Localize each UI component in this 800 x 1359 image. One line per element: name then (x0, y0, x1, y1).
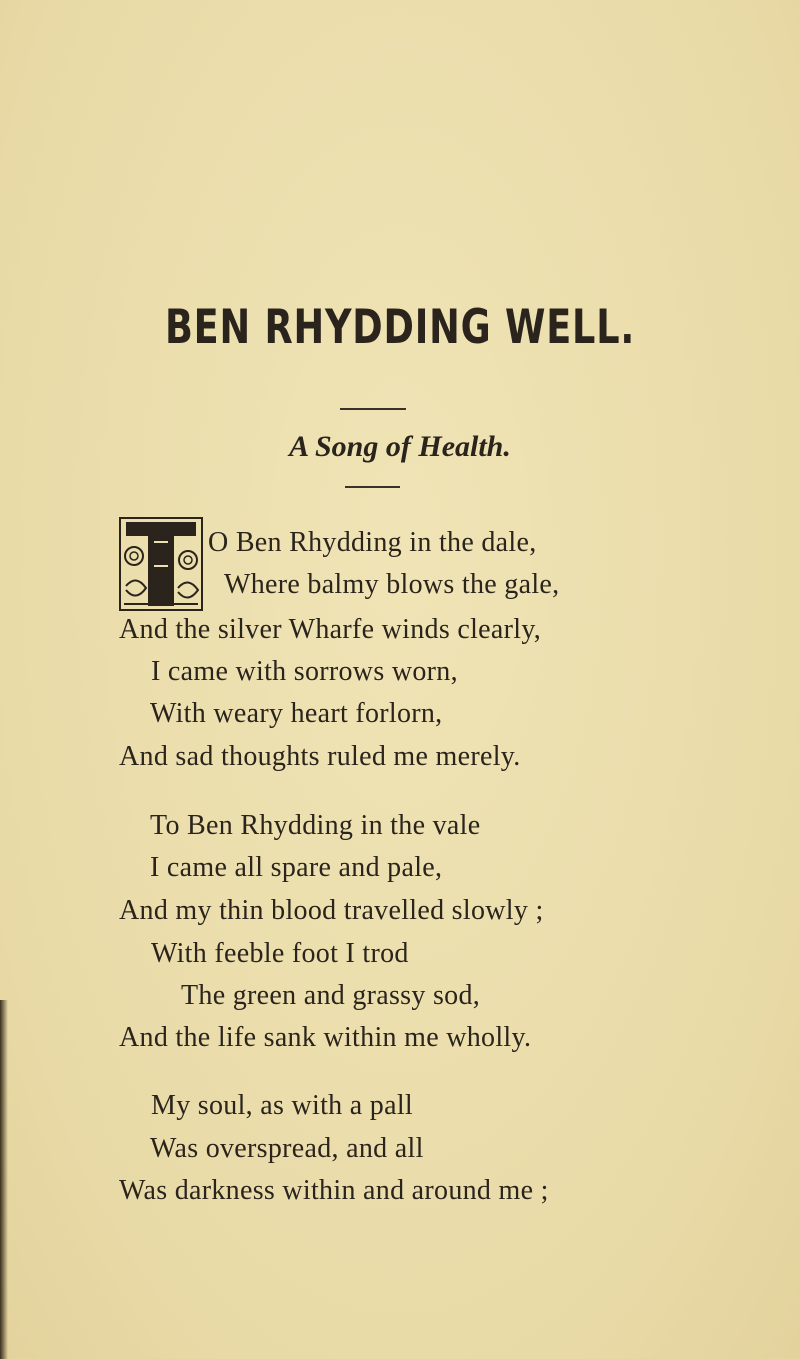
poem-line: The green and grassy sod, (181, 980, 481, 1011)
poem-line: I came with sorrows worn, (151, 656, 458, 687)
poem-line: Where balmy blows the gale, (224, 569, 560, 600)
divider-top (340, 408, 406, 410)
poem-line: To Ben Rhydding in the vale (150, 810, 481, 841)
poem-line: And the silver Wharfe winds clearly, (119, 614, 542, 645)
page-subtitle: A Song of Health. (289, 430, 511, 463)
divider-bottom (345, 486, 400, 488)
poem-line: With feeble foot I trod (151, 938, 409, 969)
poem-line: O Ben Rhydding in the dale, (208, 527, 537, 558)
poem-line: And my thin blood travelled slowly ; (119, 895, 544, 926)
ornamental-drop-cap-icon (118, 516, 204, 612)
poem-line: With weary heart forlorn, (150, 698, 443, 729)
poem-line: Was overspread, and all (150, 1133, 424, 1164)
poem-line: And the life sank within me wholly. (119, 1022, 532, 1053)
poem-line: My soul, as with a pall (151, 1090, 413, 1121)
page-title: BEN RHYDDING WELL. (164, 300, 636, 355)
page-binding-edge (0, 1000, 8, 1359)
poem-line: I came all spare and pale, (150, 852, 443, 883)
poem-line: Was darkness within and around me ; (119, 1175, 549, 1206)
poem-line: And sad thoughts ruled me merely. (119, 741, 521, 772)
